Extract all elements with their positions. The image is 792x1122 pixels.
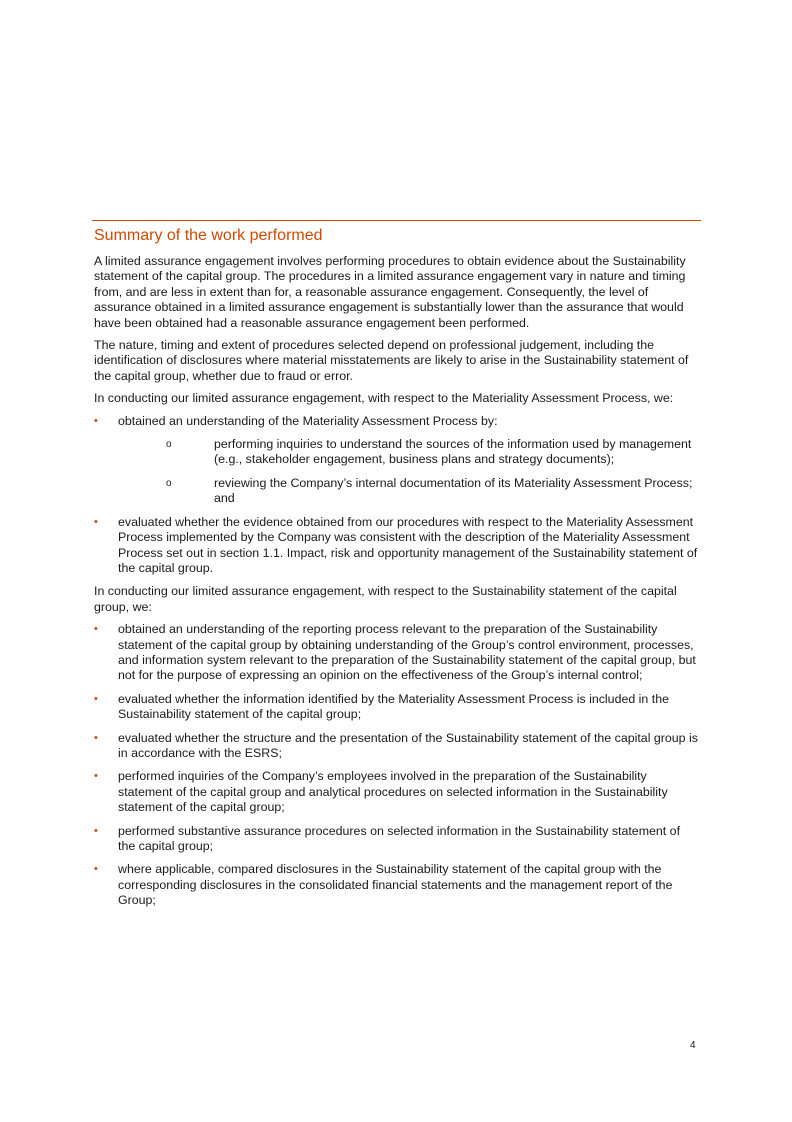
paragraph: In conducting our limited assurance engagement, with respect to the Sustainability statement of the capital group, we:	[94, 584, 677, 614]
paragraph: A limited assurance engagement involves performing procedures to obtain evidence about the Sustainability statement of the capital group. The procedures in a limited assurance engagement vary in nature and timing from, and are less in extent than for, a reasonable assurance engagement. Consequently, the level of assurance obtained in a limited assurance engagement is substantially lower than the assurance that would have been obtained had a reasonable assurance engagement been performed.	[94, 254, 686, 330]
sub-list-item: o performing inquiries to understand the sources of the information used by management (e.g., stakeholder engagement, business plans and strategy documents);	[118, 437, 700, 468]
list-item	[94, 414, 700, 507]
list-item: • evaluated whether the evidence obtained from our procedures with respect to the Materiality Assessment Process implemented by the Company was consistent with the description of the Materiality Assessment Process set out in section 1.1. Impact, risk and opportunity management of the Sustainability statement of the capital group.	[94, 515, 700, 577]
sub-list	[118, 437, 700, 507]
list-item: • performed inquiries of the Company’s employees involved in the preparation of the Sustainability statement of the capital group and analytical procedures on selected information in the Sustainability statement of the capital group;	[94, 769, 700, 815]
section-divider	[92, 220, 701, 221]
paragraph: In conducting our limited assurance engagement, with respect to the Materiality Assessment Process, we:	[94, 391, 674, 406]
list-item: • obtained an understanding of the reporting process relevant to the preparation of the Sustainability statement of the capital group by obtaining understanding of the Group’s control environment, processes, and information system relevant to the preparation of the Sustainability statement of the capital group, but not for the purpose of expressing an opinion on the effectiveness of the Group’s internal control;	[94, 622, 700, 684]
list-item-text: obtained an understanding of the Materiality Assessment Process by:	[118, 413, 498, 428]
list-item: • evaluated whether the information identified by the Materiality Assessment Process is included in the Sustainability statement of the capital group;	[94, 692, 700, 723]
page-number: 4	[690, 1040, 696, 1051]
document-body	[94, 226, 700, 917]
list-item: • evaluated whether the structure and the presentation of the Sustainability statement of the capital group is in accordance with the ESRS;	[94, 731, 700, 762]
section-title: Summary of the work performed	[94, 227, 323, 244]
statement-procedures-list	[94, 622, 700, 909]
list-item: • where applicable, compared disclosures in the Sustainability statement of the capital group with the corresponding disclosures in the consolidated financial statements and the management report of the Group;	[94, 862, 700, 908]
list-item: • performed substantive assurance procedures on selected information in the Sustainability statement of the capital group;	[94, 824, 700, 855]
sub-list-item: o reviewing the Company’s internal documentation of its Materiality Assessment Process; and	[118, 476, 700, 507]
materiality-procedures-list	[94, 414, 700, 577]
paragraph: The nature, timing and extent of procedures selected depend on professional judgement, including the identification of disclosures where material misstatements are likely to arise in the Sustainability statement of the capital group, whether due to fraud or error.	[94, 338, 689, 383]
